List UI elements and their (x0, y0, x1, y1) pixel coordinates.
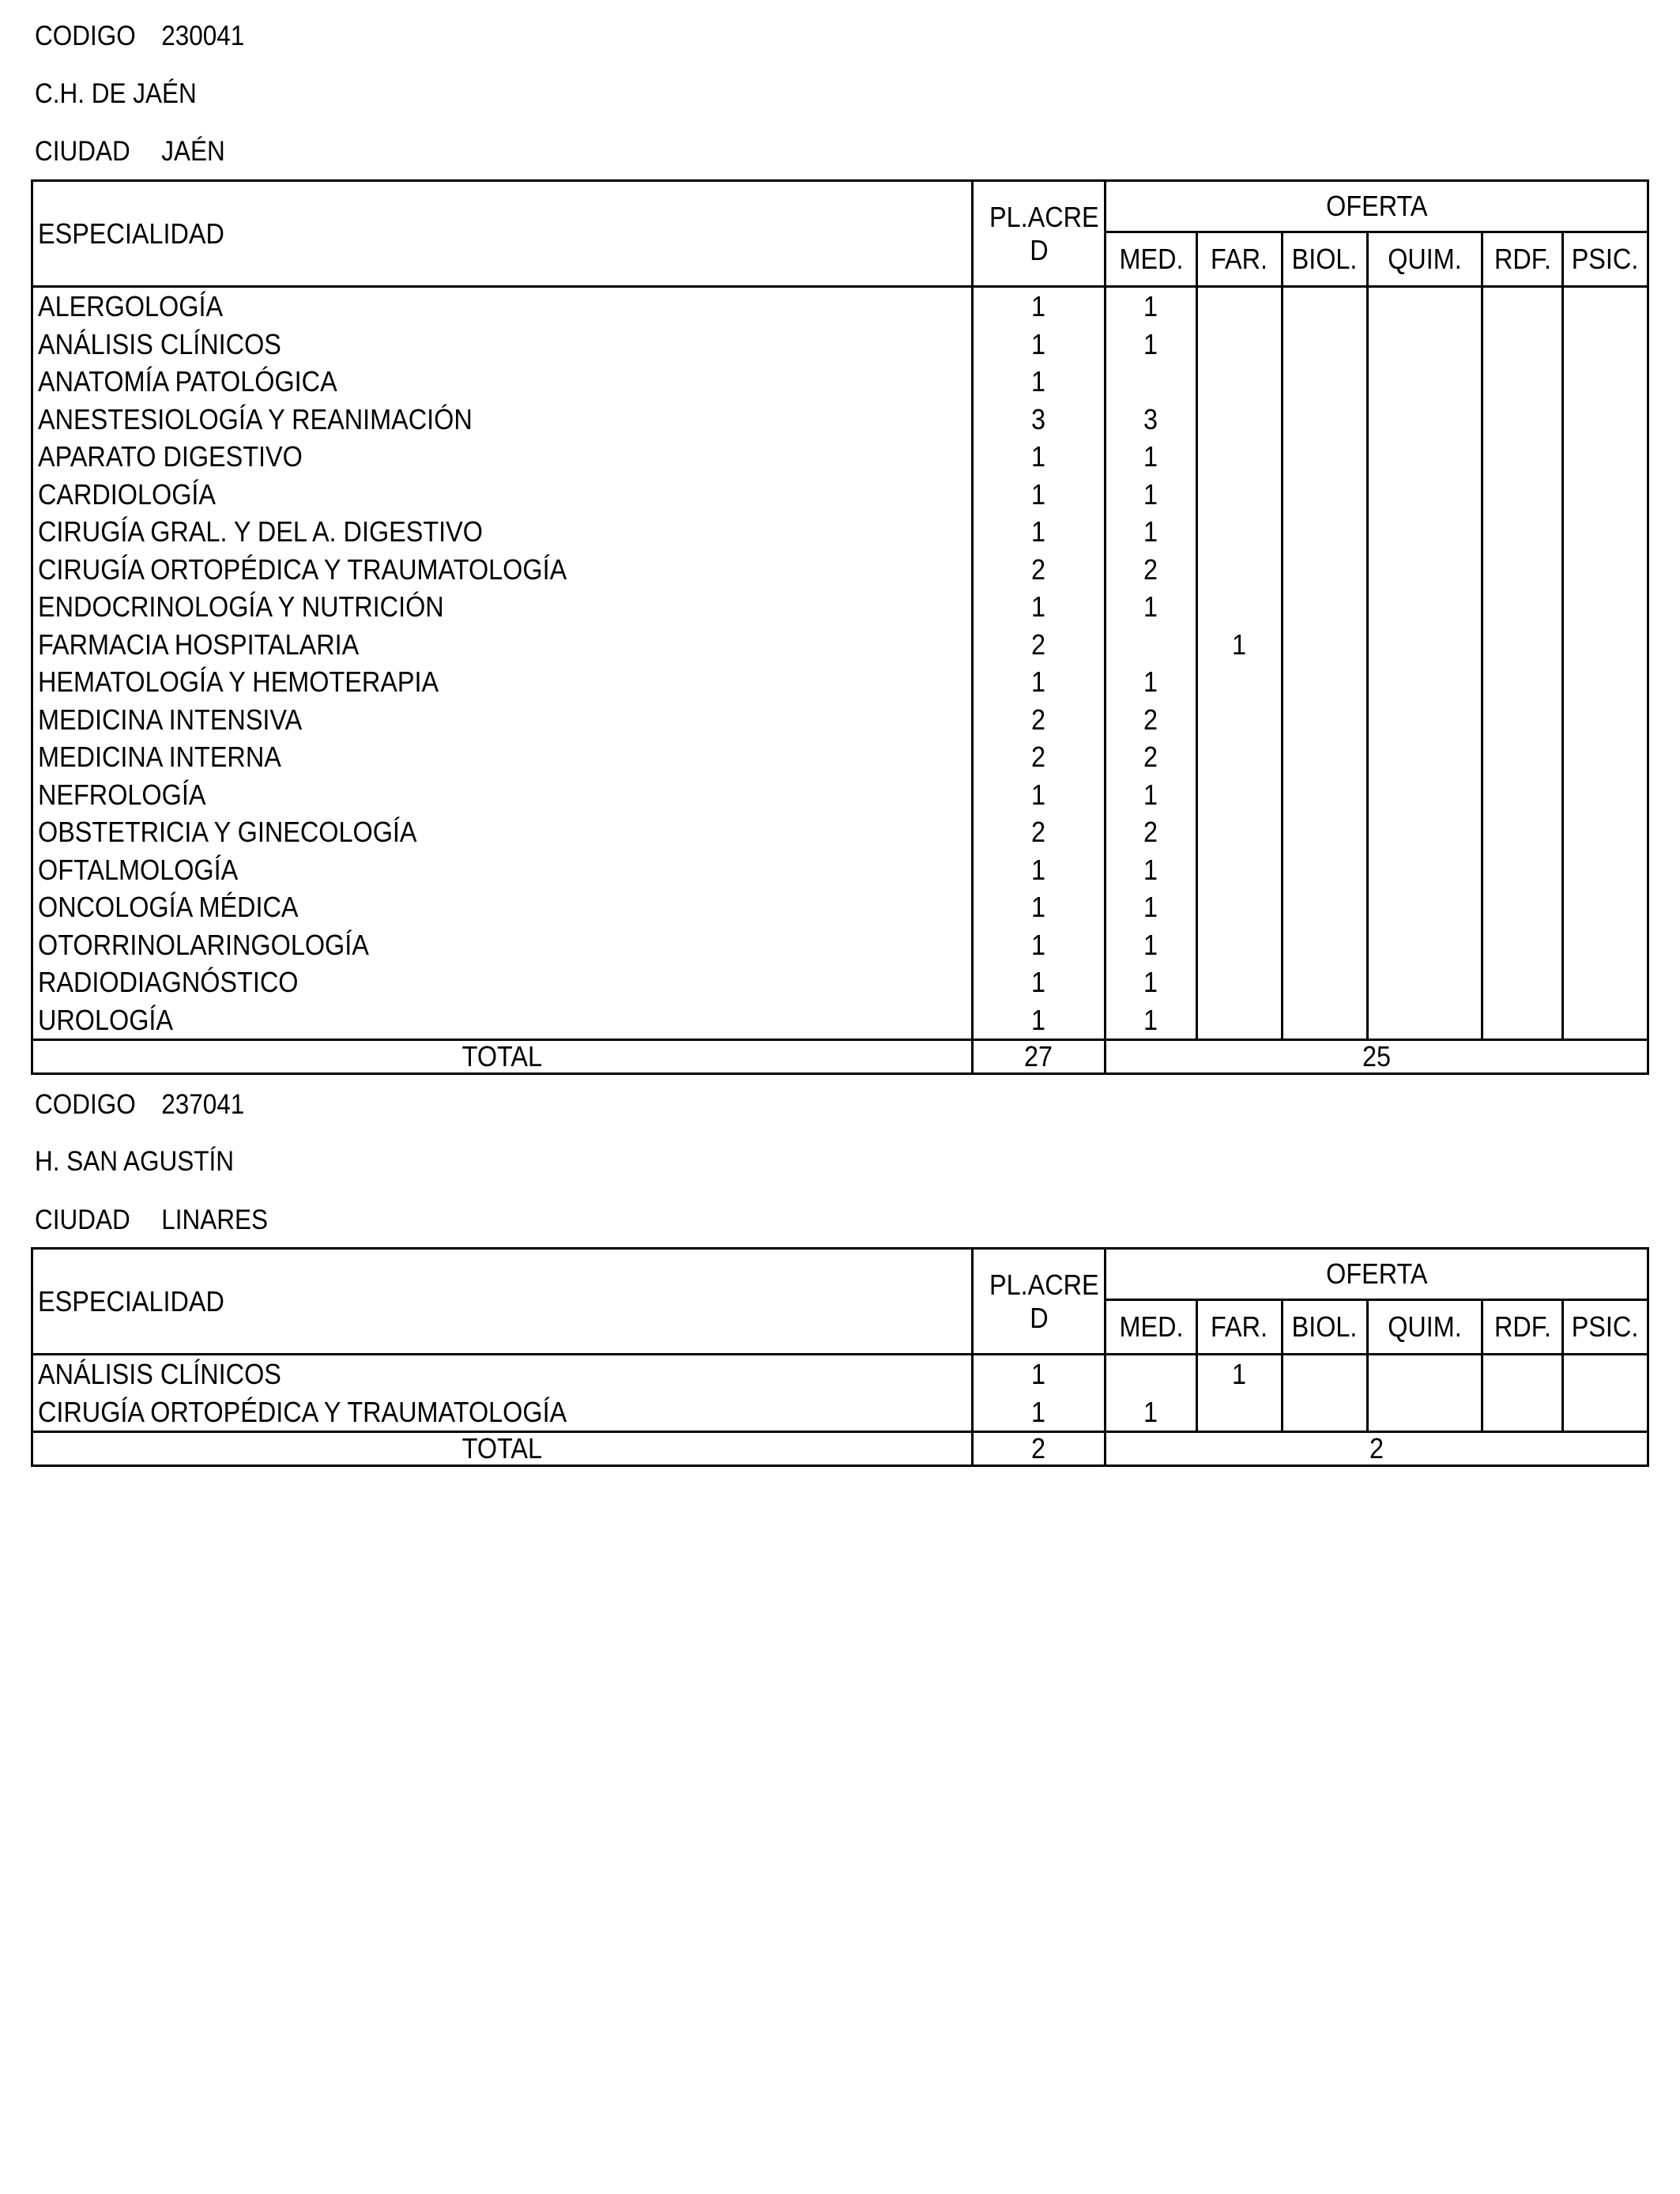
cell-quim (1368, 926, 1482, 964)
cell-med: 2 (1106, 813, 1197, 851)
cell-rdf (1482, 813, 1563, 851)
cell-pl-acred: 1 (973, 1001, 1106, 1040)
table-body (32, 287, 1648, 1040)
cell-rdf (1482, 1355, 1563, 1393)
cell-far (1197, 1393, 1283, 1432)
cell-biol (1283, 588, 1368, 626)
cell-especialidad: CARDIOLOGÍA (32, 476, 973, 514)
cell-rdf (1482, 1001, 1563, 1040)
cell-biol (1283, 1001, 1368, 1040)
codigo-value: 237041 (161, 1089, 245, 1120)
cell-rdf (1482, 776, 1563, 814)
table-row (32, 476, 1648, 514)
cell-med: 1 (1106, 326, 1197, 364)
cell-pl-acred: 1 (973, 438, 1106, 476)
cell-psic (1563, 363, 1648, 401)
cell-psic (1563, 888, 1648, 926)
col-header-med: MED. (1106, 1300, 1197, 1355)
cell-med: 1 (1106, 888, 1197, 926)
cell-far (1197, 888, 1283, 926)
cell-rdf (1482, 287, 1563, 326)
cell-biol (1283, 926, 1368, 964)
cell-med: 2 (1106, 551, 1197, 589)
total-oferta: 25 (1106, 1040, 1648, 1074)
table-row (32, 1393, 1648, 1432)
cell-especialidad: ANESTESIOLOGÍA Y REANIMACIÓN (32, 401, 973, 439)
cell-especialidad: FARMACIA HOSPITALARIA (32, 626, 973, 664)
cell-quim (1368, 588, 1482, 626)
cell-especialidad: MEDICINA INTENSIVA (32, 701, 973, 739)
cell-quim (1368, 401, 1482, 439)
cell-pl-acred: 1 (973, 888, 1106, 926)
cell-rdf (1482, 663, 1563, 701)
cell-med: 1 (1106, 287, 1197, 326)
cell-far (1197, 701, 1283, 739)
cell-especialidad: CIRUGÍA ORTOPÉDICA Y TRAUMATOLOGÍA (32, 551, 973, 589)
cell-psic (1563, 926, 1648, 964)
cell-rdf (1482, 476, 1563, 514)
cell-rdf (1482, 963, 1563, 1001)
cell-far (1197, 513, 1283, 551)
cell-psic (1563, 776, 1648, 814)
cell-far (1197, 963, 1283, 1001)
cell-med: 1 (1106, 776, 1197, 814)
cell-biol (1283, 738, 1368, 776)
table-row (32, 851, 1648, 889)
cell-especialidad: MEDICINA INTERNA (32, 738, 973, 776)
cell-biol (1283, 701, 1368, 739)
cell-med: 1 (1106, 926, 1197, 964)
cell-especialidad: CIRUGÍA GRAL. Y DEL A. DIGESTIVO (32, 513, 973, 551)
table-row (32, 438, 1648, 476)
cell-psic (1563, 513, 1648, 551)
cell-quim (1368, 287, 1482, 326)
cell-biol (1283, 851, 1368, 889)
cell-biol (1283, 476, 1368, 514)
cell-far (1197, 401, 1283, 439)
cell-pl-acred: 1 (973, 363, 1106, 401)
col-header-rdf: RDF. (1482, 232, 1563, 287)
cell-psic (1563, 1355, 1648, 1393)
cell-pl-acred: 2 (973, 626, 1106, 664)
cell-biol (1283, 363, 1368, 401)
cell-psic (1563, 626, 1648, 664)
cell-far (1197, 287, 1283, 326)
table-row (32, 588, 1648, 626)
cell-especialidad: ONCOLOGÍA MÉDICA (32, 888, 973, 926)
cell-far (1197, 851, 1283, 889)
cell-especialidad: ANÁLISIS CLÍNICOS (32, 326, 973, 364)
table-row (32, 1355, 1648, 1393)
cell-especialidad: RADIODIAGNÓSTICO (32, 963, 973, 1001)
table-row (32, 926, 1648, 964)
table-row (32, 813, 1648, 851)
cell-med: 2 (1106, 738, 1197, 776)
table-row (32, 963, 1648, 1001)
ciudad-label: CIUDAD (35, 136, 130, 167)
cell-rdf (1482, 401, 1563, 439)
cell-quim (1368, 776, 1482, 814)
cell-pl-acred: 1 (973, 1393, 1106, 1432)
cell-med: 1 (1106, 476, 1197, 514)
cell-med (1106, 363, 1197, 401)
cell-pl-acred: 1 (973, 663, 1106, 701)
cell-med (1106, 626, 1197, 664)
cell-med: 3 (1106, 401, 1197, 439)
table-row (32, 1001, 1648, 1040)
cell-psic (1563, 326, 1648, 364)
cell-quim (1368, 888, 1482, 926)
ciudad-line (35, 1201, 268, 1239)
cell-pl-acred: 1 (973, 851, 1106, 889)
cell-especialidad: OFTALMOLOGÍA (32, 851, 973, 889)
cell-pl-acred: 1 (973, 963, 1106, 1001)
center-name: C.H. DE JAÉN (35, 78, 197, 109)
cell-psic (1563, 1393, 1648, 1432)
cell-psic (1563, 701, 1648, 739)
cell-rdf (1482, 326, 1563, 364)
cell-pl-acred: 1 (973, 326, 1106, 364)
col-header-psic: PSIC. (1563, 232, 1648, 287)
table-row (32, 738, 1648, 776)
cell-biol (1283, 663, 1368, 701)
cell-especialidad: ANÁLISIS CLÍNICOS (32, 1355, 973, 1393)
cell-biol (1283, 401, 1368, 439)
cell-biol (1283, 287, 1368, 326)
cell-psic (1563, 287, 1648, 326)
cell-biol (1283, 1355, 1368, 1393)
cell-biol (1283, 438, 1368, 476)
cell-pl-acred: 1 (973, 588, 1106, 626)
cell-especialidad: CIRUGÍA ORTOPÉDICA Y TRAUMATOLOGÍA (32, 1393, 973, 1432)
cell-far: 1 (1197, 626, 1283, 664)
total-pl-acred: 2 (973, 1432, 1106, 1466)
table-row (32, 287, 1648, 326)
total-label: TOTAL (32, 1040, 973, 1074)
cell-biol (1283, 888, 1368, 926)
cell-especialidad: HEMATOLOGÍA Y HEMOTERAPIA (32, 663, 973, 701)
cell-rdf (1482, 438, 1563, 476)
cell-biol (1283, 551, 1368, 589)
cell-quim (1368, 551, 1482, 589)
codigo-label: CODIGO (35, 1089, 136, 1120)
cell-psic (1563, 663, 1648, 701)
cell-biol (1283, 513, 1368, 551)
cell-psic (1563, 438, 1648, 476)
cell-quim (1368, 663, 1482, 701)
cell-especialidad: APARATO DIGESTIVO (32, 438, 973, 476)
cell-rdf (1482, 1393, 1563, 1432)
cell-med: 1 (1106, 851, 1197, 889)
cell-pl-acred: 1 (973, 476, 1106, 514)
cell-especialidad: OTORRINOLARINGOLOGÍA (32, 926, 973, 964)
cell-med: 1 (1106, 588, 1197, 626)
ciudad-value: JAÉN (161, 136, 225, 167)
cell-med: 1 (1106, 1001, 1197, 1040)
cell-rdf (1482, 851, 1563, 889)
table-row (32, 326, 1648, 364)
cell-far (1197, 663, 1283, 701)
table-row (32, 776, 1648, 814)
table-body (32, 1355, 1648, 1432)
codigo-label: CODIGO (35, 21, 136, 51)
center-name: H. SAN AGUSTÍN (35, 1146, 235, 1177)
cell-pl-acred: 2 (973, 701, 1106, 739)
cell-biol (1283, 813, 1368, 851)
cell-pl-acred: 1 (973, 287, 1106, 326)
cell-psic (1563, 1001, 1648, 1040)
cell-quim (1368, 738, 1482, 776)
cell-quim (1368, 851, 1482, 889)
col-header-especialidad: ESPECIALIDAD (32, 1249, 973, 1355)
cell-far (1197, 326, 1283, 364)
table-row (32, 513, 1648, 551)
col-header-quim: QUIM. (1368, 1300, 1482, 1355)
total-row (32, 1040, 1648, 1074)
cell-far (1197, 551, 1283, 589)
table-row (32, 551, 1648, 589)
codigo-line (35, 1086, 244, 1124)
cell-far (1197, 1001, 1283, 1040)
cell-quim (1368, 1393, 1482, 1432)
cell-rdf (1482, 701, 1563, 739)
total-label: TOTAL (32, 1432, 973, 1466)
cell-quim (1368, 438, 1482, 476)
codigo-value: 230041 (161, 21, 245, 51)
cell-quim (1368, 1355, 1482, 1393)
cell-quim (1368, 963, 1482, 1001)
cell-far (1197, 476, 1283, 514)
col-header-biol: BIOL. (1283, 232, 1368, 287)
cell-psic (1563, 401, 1648, 439)
cell-pl-acred: 2 (973, 738, 1106, 776)
cell-rdf (1482, 888, 1563, 926)
table-row (32, 888, 1648, 926)
ciudad-value: LINARES (161, 1204, 269, 1235)
cell-especialidad: UROLOGÍA (32, 1001, 973, 1040)
cell-far (1197, 776, 1283, 814)
col-header-psic: PSIC. (1563, 1300, 1648, 1355)
col-header-rdf: RDF. (1482, 1300, 1563, 1355)
col-header-far: FAR. (1197, 232, 1283, 287)
cell-rdf (1482, 588, 1563, 626)
col-header-far: FAR. (1197, 1300, 1283, 1355)
cell-quim (1368, 626, 1482, 664)
cell-rdf (1482, 513, 1563, 551)
cell-far (1197, 813, 1283, 851)
cell-psic (1563, 588, 1648, 626)
col-header-pl-acred: PL.ACRE D (973, 181, 1106, 287)
cell-biol (1283, 326, 1368, 364)
cell-med: 1 (1106, 663, 1197, 701)
table-row (32, 663, 1648, 701)
cell-psic (1563, 851, 1648, 889)
specialties-table (31, 179, 1649, 1075)
cell-med: 1 (1106, 963, 1197, 1001)
cell-psic (1563, 551, 1648, 589)
cell-med: 2 (1106, 701, 1197, 739)
cell-especialidad: ALERGOLOGÍA (32, 287, 973, 326)
cell-pl-acred: 1 (973, 926, 1106, 964)
cell-quim (1368, 513, 1482, 551)
table-row (32, 626, 1648, 664)
cell-psic (1563, 476, 1648, 514)
specialties-table (31, 1247, 1649, 1467)
ciudad-line (35, 133, 225, 171)
cell-med: 1 (1106, 1393, 1197, 1432)
cell-rdf (1482, 551, 1563, 589)
total-oferta: 2 (1106, 1432, 1648, 1466)
col-header-oferta: OFERTA (1106, 181, 1648, 232)
ciudad-label: CIUDAD (35, 1204, 130, 1235)
cell-quim (1368, 701, 1482, 739)
total-pl-acred: 27 (973, 1040, 1106, 1074)
cell-rdf (1482, 926, 1563, 964)
cell-biol (1283, 776, 1368, 814)
cell-especialidad: NEFROLOGÍA (32, 776, 973, 814)
cell-especialidad: OBSTETRICIA Y GINECOLOGÍA (32, 813, 973, 851)
cell-pl-acred: 2 (973, 551, 1106, 589)
cell-far (1197, 738, 1283, 776)
cell-pl-acred: 3 (973, 401, 1106, 439)
cell-pl-acred: 1 (973, 513, 1106, 551)
cell-rdf (1482, 363, 1563, 401)
cell-pl-acred: 2 (973, 813, 1106, 851)
cell-med: 1 (1106, 438, 1197, 476)
cell-quim (1368, 326, 1482, 364)
cell-biol (1283, 1393, 1368, 1432)
col-header-oferta: OFERTA (1106, 1249, 1648, 1300)
codigo-line (35, 17, 244, 55)
cell-quim (1368, 1001, 1482, 1040)
col-header-biol: BIOL. (1283, 1300, 1368, 1355)
table-row (32, 401, 1648, 439)
col-header-quim: QUIM. (1368, 232, 1482, 287)
cell-rdf (1482, 626, 1563, 664)
cell-especialidad: ENDOCRINOLOGÍA Y NUTRICIÓN (32, 588, 973, 626)
table-row (32, 701, 1648, 739)
cell-far (1197, 438, 1283, 476)
cell-especialidad: ANATOMÍA PATOLÓGICA (32, 363, 973, 401)
cell-biol (1283, 626, 1368, 664)
cell-quim (1368, 813, 1482, 851)
col-header-pl-acred: PL.ACRE D (973, 1249, 1106, 1355)
cell-med: 1 (1106, 513, 1197, 551)
col-header-med: MED. (1106, 232, 1197, 287)
cell-pl-acred: 1 (973, 1355, 1106, 1393)
cell-far (1197, 588, 1283, 626)
cell-biol (1283, 963, 1368, 1001)
cell-far: 1 (1197, 1355, 1283, 1393)
cell-psic (1563, 813, 1648, 851)
col-header-especialidad: ESPECIALIDAD (32, 181, 973, 287)
cell-psic (1563, 738, 1648, 776)
cell-far (1197, 926, 1283, 964)
cell-quim (1368, 476, 1482, 514)
cell-pl-acred: 1 (973, 776, 1106, 814)
cell-psic (1563, 963, 1648, 1001)
total-row (32, 1432, 1648, 1466)
cell-rdf (1482, 738, 1563, 776)
cell-quim (1368, 363, 1482, 401)
cell-med (1106, 1355, 1197, 1393)
table-row (32, 363, 1648, 401)
cell-far (1197, 363, 1283, 401)
